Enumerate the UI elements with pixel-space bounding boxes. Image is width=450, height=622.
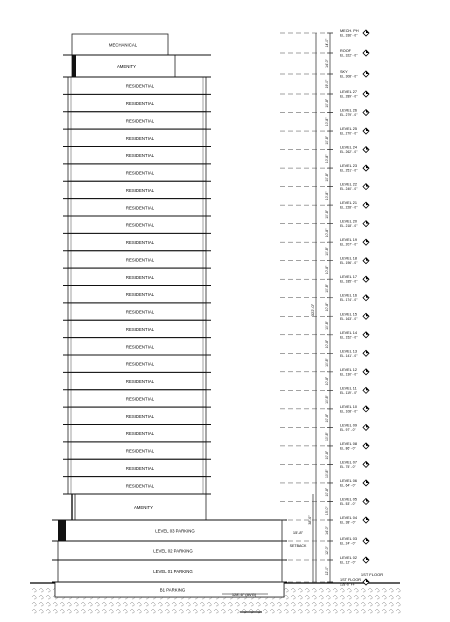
level-name: LEVEL 07 [340, 460, 357, 465]
level-marker-fill [366, 332, 369, 335]
ground-hatch-mark [74, 603, 78, 607]
ground-hatch-mark [312, 603, 316, 607]
level-elevation: EL. 289' - 0" [340, 94, 358, 99]
ground-hatch-mark [361, 610, 365, 614]
ground-hatch-mark [361, 603, 365, 607]
ground-hatch-mark [32, 596, 36, 600]
floor-label: RESIDENTIAL [125, 101, 155, 107]
story-dimension: 10'-8" [325, 210, 329, 219]
ground-hatch-mark [368, 596, 372, 600]
ground-hatch-mark [102, 603, 106, 607]
level-name: LEVEL 16 [340, 293, 357, 298]
ground-hatch-mark [151, 610, 155, 614]
level-elevation: EL. 64' - 0" [340, 483, 356, 488]
ground-hatch-mark [305, 589, 309, 593]
ground-hatch-mark [368, 610, 372, 614]
ground-hatch-mark [270, 603, 274, 607]
level-elevation: EL. 228' - 0" [340, 205, 358, 210]
story-dimension: 10'-8" [325, 98, 329, 108]
ground-hatch-mark [193, 610, 197, 614]
ground-hatch-mark [53, 610, 57, 614]
ground-hatch-mark [32, 603, 36, 607]
building-floors [55, 34, 284, 597]
ground-hatch-mark [396, 589, 400, 593]
ground-hatch-mark [172, 610, 176, 614]
level-name: LEVEL 25 [340, 127, 357, 132]
level-elevation: EL. 262' - 0" [340, 150, 358, 155]
ground-hatch-mark [396, 603, 400, 607]
level-elevation: EL. 141' - 0" [340, 353, 358, 358]
ground-hatch-mark [172, 603, 176, 607]
ground-hatch-mark [305, 603, 309, 607]
story-dimension: 10'-8" [325, 228, 329, 238]
ground-hatch-mark [46, 596, 50, 600]
ground-hatch-mark [207, 603, 211, 607]
ground-hatch-mark [235, 603, 239, 607]
ground-hatch-mark [263, 610, 267, 614]
ground-hatch-mark [60, 610, 64, 614]
level-name: MECH. PH [340, 29, 359, 33]
level-elevation: EL. 163' - 0" [340, 316, 358, 321]
floor-label: LEVEL 01 PARKING [153, 569, 193, 574]
floor-label: RESIDENTIAL [125, 187, 155, 193]
ground-hatch-mark [340, 596, 344, 600]
story-dimension: 12'-0" [325, 546, 329, 555]
ground-hatch-mark [179, 610, 183, 614]
level-elevation: EL. 240' - 0" [340, 187, 358, 192]
ground-hatch-mark [361, 589, 365, 593]
floor-label: RESIDENTIAL [125, 135, 155, 141]
ground-hatch-mark [67, 603, 71, 607]
ground-hatch-mark [214, 610, 218, 614]
level-elevation: EL. 218' - 0" [340, 224, 358, 229]
level-elevation: EL. 322' - 0" [340, 53, 358, 58]
floor-label: RESIDENTIAL [125, 379, 155, 385]
ground-hatch-mark [81, 603, 85, 607]
ground-hatch-mark [284, 589, 288, 593]
ground-hatch-mark [46, 603, 50, 607]
podium-height-dim: 38'-0" [308, 515, 312, 525]
ground-hatch-mark [179, 603, 183, 607]
ground-hatch-mark [53, 603, 57, 607]
ground-hatch-mark [298, 589, 302, 593]
ground-hatch-mark [158, 610, 162, 614]
ground-hatch-mark [291, 603, 295, 607]
ground-hatch-mark [39, 596, 43, 600]
story-dimension: 10'-8" [325, 358, 329, 367]
ground-hatch-mark [256, 603, 260, 607]
ground-hatch-mark [382, 610, 386, 614]
ground-hatch-mark [319, 610, 323, 614]
level-name: LEVEL 19 [340, 238, 357, 243]
floor-label: RESIDENTIAL [125, 483, 155, 489]
ground-hatch-mark [81, 610, 85, 614]
ground-hatch-mark [291, 596, 295, 600]
level-marker-fill [366, 480, 369, 483]
ground-hatch-mark [284, 610, 288, 614]
level-elevation: EL. 308' - 0" [340, 74, 358, 79]
ground-hatch-mark [319, 603, 323, 607]
story-dimension: 10'-8" [325, 339, 329, 349]
ground-hatch-mark [326, 610, 330, 614]
level-name: LEVEL 11 [340, 386, 357, 391]
ground-hatch-mark [340, 589, 344, 593]
ground-hatch-mark [39, 589, 43, 593]
level-name: LEVEL 22 [340, 182, 357, 187]
story-dimension: 10'-8" [325, 376, 329, 386]
story-dimension: 10'-8" [325, 191, 329, 201]
ground-hatch-mark [354, 603, 358, 607]
level-marker-fill [366, 276, 369, 279]
level-name: LEVEL 03 [340, 537, 357, 541]
ground-hatch-mark [123, 610, 127, 614]
ground-hatch-mark [165, 603, 169, 607]
ground-hatch-mark [270, 610, 274, 614]
floor-label: MECHANICAL [108, 42, 138, 48]
ground-hatch-mark [95, 603, 99, 607]
dimension-strings [308, 33, 333, 582]
floor-label: RESIDENTIAL [125, 222, 155, 228]
ground-hatch-mark [263, 603, 267, 607]
ground-hatch-mark [137, 610, 141, 614]
ground-hatch-mark [396, 596, 400, 600]
ground-hatch-mark [102, 610, 106, 614]
ground-hatch-mark [375, 610, 379, 614]
level-marker-fill [366, 443, 369, 446]
level-marker-fill [366, 424, 369, 427]
core-fill [72, 55, 76, 77]
ground-hatch-mark [144, 610, 148, 614]
ground-hatch-mark [116, 610, 120, 614]
ground-hatch-mark [319, 589, 323, 593]
level-marker-fill [366, 387, 369, 390]
story-dimension: 10'-8" [325, 413, 329, 423]
ground-hatch-mark [130, 603, 134, 607]
ground-hatch-mark [382, 603, 386, 607]
story-dimension: 12'-0" [325, 566, 329, 576]
ground-hatch-mark [333, 610, 337, 614]
ground-hatch-mark [46, 610, 50, 614]
floor-label: LEVEL 02 PARKING [153, 548, 193, 554]
story-dimension: 10'-8" [325, 154, 329, 164]
level-elevation: EL. 130' - 0" [340, 372, 358, 377]
story-dimension: 10'-8" [325, 284, 329, 293]
story-dimension: 10'-8" [325, 321, 329, 330]
ground-hatch-mark [284, 596, 288, 600]
level-marker-fill [366, 295, 369, 298]
level-elevation: EL. 119' - 0" [340, 390, 358, 395]
ground-hatch-mark [347, 596, 351, 600]
ground-hatch-mark [284, 603, 288, 607]
story-dimension: 10'-8" [325, 173, 329, 182]
level-elevation: EL. 53' - 0" [340, 501, 356, 506]
floor-label: RESIDENTIAL [125, 344, 155, 350]
floor-label: RESIDENTIAL [125, 205, 155, 211]
floor-label: RESIDENTIAL [125, 274, 155, 280]
ground-hatch-mark [389, 610, 393, 614]
floor-label: RESIDENTIAL [125, 118, 155, 124]
floor-label: LEVEL 03 PARKING [155, 528, 195, 534]
ground-hatch-mark [207, 610, 211, 614]
ground-hatch-mark [228, 610, 232, 614]
level-elevation: EL. 75' - 0" [340, 464, 356, 469]
level-marker-fill [366, 517, 369, 520]
floor-label: RESIDENTIAL [125, 240, 155, 246]
ground-hatch-mark [326, 596, 330, 600]
ground-hatch-mark [144, 603, 148, 607]
floor-label: RESIDENTIAL [125, 170, 155, 176]
story-dimension: 10'-8" [325, 469, 329, 479]
ground-hatch-mark [39, 603, 43, 607]
level-name: LEVEL 09 [340, 423, 357, 428]
story-dimension: 14'-0" [325, 526, 329, 535]
level-elevation: 128'-6" FF [340, 582, 355, 587]
ground-hatch-mark [312, 596, 316, 600]
level-name: LEVEL 12 [340, 367, 357, 372]
floor-label: RESIDENTIAL [125, 309, 155, 315]
core-fill [58, 520, 66, 541]
floor-label: RESIDENTIAL [125, 83, 155, 89]
story-dimension: 10'-8" [325, 302, 329, 312]
ground-hatch-mark [158, 603, 162, 607]
level-name: LEVEL 04 [340, 516, 357, 520]
ground-hatch-mark [389, 589, 393, 593]
level-marker-fill [366, 350, 369, 353]
ground-hatch-mark [32, 610, 36, 614]
level-elevation: EL. 97' - 0" [340, 427, 356, 432]
floor-label: AMENITY [133, 505, 154, 510]
level-name: LEVEL 21 [340, 201, 357, 206]
level-elevation: EL. 270' - 0" [340, 131, 358, 136]
story-dimension: 10'-8" [325, 487, 329, 497]
ground-hatch-mark [389, 603, 393, 607]
ground-hatch-mark [298, 596, 302, 600]
story-dimension: 10'-8" [325, 135, 329, 145]
level-elevation: EL. 38' - 0" [340, 520, 356, 525]
floor-label: RESIDENTIAL [125, 257, 155, 263]
ground-hatch-mark [361, 596, 365, 600]
ground-hatch-mark [396, 610, 400, 614]
setback-note: SETBACK [289, 544, 307, 548]
story-dimension: 15'-0" [325, 506, 329, 516]
ground-hatch-mark [74, 610, 78, 614]
ground-hatch-mark [389, 596, 393, 600]
level-marker-fill [366, 538, 369, 541]
ground-hatch-mark [298, 603, 302, 607]
level-marker-fill [366, 369, 369, 372]
grade-elevation-note: 128'-6" (AVG) [231, 592, 257, 597]
level-name: LEVEL 06 [340, 478, 357, 483]
ground-hatch-mark [312, 589, 316, 593]
ground-hatch-mark [165, 610, 169, 614]
level-name: LEVEL 23 [340, 164, 357, 169]
floor-label: B1 PARKING [159, 587, 186, 593]
ground-hatch-mark [375, 596, 379, 600]
level-marker-fill [366, 406, 369, 409]
ground-hatch-mark [88, 603, 92, 607]
ground-hatch-mark [109, 610, 113, 614]
level-elevation: EL. 185' - 0" [340, 279, 358, 284]
ground-hatch-mark [277, 610, 281, 614]
level-name: LEVEL 18 [340, 256, 357, 261]
story-dimension: 19'-0" [325, 79, 329, 89]
ground-hatch-mark [186, 610, 190, 614]
level-name: LEVEL 20 [340, 219, 357, 224]
level-marker-fill [366, 461, 369, 464]
ground-hatch-mark [95, 610, 99, 614]
level-elevation: EL. 279' - 0" [340, 113, 358, 118]
overall-height-dim: 322'-0" [310, 303, 315, 317]
level-name: LEVEL 08 [340, 441, 357, 446]
level-name: SKY [340, 70, 348, 74]
story-dimension: 10'-8" [325, 450, 329, 460]
level-marker-fill [366, 557, 369, 560]
level-elevation: EL. 152' - 0" [340, 335, 358, 340]
ground-hatch-mark [375, 603, 379, 607]
ground-hatch-mark [375, 589, 379, 593]
ground-hatch-mark [368, 603, 372, 607]
level-marker-fill [366, 579, 369, 582]
ground-hatch-mark [249, 603, 253, 607]
ground-hatch-mark [368, 589, 372, 593]
ground-hatch-mark [214, 603, 218, 607]
ground-hatch-mark [200, 603, 204, 607]
ground-hatch-mark [319, 596, 323, 600]
ground-hatch-mark [340, 603, 344, 607]
ground-hatch-mark [88, 610, 92, 614]
floor-label: RESIDENTIAL [125, 292, 155, 298]
ground-hatch-mark [228, 603, 232, 607]
ground-hatch-mark [333, 603, 337, 607]
story-dimension: 10'-8" [325, 432, 329, 441]
ground-hatch-mark [326, 603, 330, 607]
story-dimension: 14'-0" [325, 38, 329, 48]
ground-hatch-mark [221, 610, 225, 614]
ground-hatch-mark [340, 610, 344, 614]
ground-hatch-mark [137, 603, 141, 607]
ground-hatch-mark [312, 610, 316, 614]
ground-hatch-mark [291, 589, 295, 593]
story-dimension: 10'-8" [325, 265, 329, 275]
story-dimension: 14'-0" [325, 59, 329, 68]
level-name: LEVEL 26 [340, 108, 357, 113]
floor-label: RESIDENTIAL [125, 153, 155, 159]
ground-hatch-mark [221, 603, 225, 607]
story-dimension: 10'-8" [325, 395, 329, 404]
floor-label: RESIDENTIAL [125, 361, 155, 367]
ground-hatch-mark [347, 610, 351, 614]
ground-hatch-mark [46, 589, 50, 593]
ground-hatch-mark [67, 610, 71, 614]
ground-hatch-mark [130, 610, 134, 614]
level-elevation: EL. 24' - 0" [340, 541, 356, 546]
floor-label: AMENITY [116, 64, 137, 69]
level-elevation: EL. 86' - 0" [340, 446, 356, 451]
level-name: 1ST FLOOR [340, 578, 362, 582]
floor-dim-note: 15'-8" [292, 530, 304, 535]
story-dimension: 10'-8" [325, 247, 329, 256]
ground-hatch-mark [242, 603, 246, 607]
level-elevation: EL. 336' - 0" [340, 33, 358, 38]
ground-hatch-mark [109, 603, 113, 607]
level-elevation: EL. 174' - 0" [340, 298, 358, 303]
floor-label: RESIDENTIAL [125, 326, 155, 332]
level-name: LEVEL 17 [340, 275, 357, 280]
ground-hatch-mark [347, 603, 351, 607]
ground-hatch-mark [354, 610, 358, 614]
level-name: ROOF [340, 49, 351, 53]
level-marker-fill [366, 313, 369, 316]
story-dimension: 10'-8" [325, 117, 329, 127]
ground-hatch-mark [277, 603, 281, 607]
ground-hatch-mark [333, 596, 337, 600]
floor-label: RESIDENTIAL [125, 413, 155, 419]
level-name: LEVEL 05 [340, 497, 357, 502]
ground-hatch-mark [60, 603, 64, 607]
level-name: LEVEL 13 [340, 349, 357, 354]
level-name: LEVEL 02 [340, 556, 357, 560]
level-elevation: EL. 196' - 0" [340, 261, 358, 266]
ground-hatch-mark [305, 596, 309, 600]
ground-hatch-mark [235, 610, 239, 614]
level-elevation: EL. 207' - 0" [340, 242, 358, 247]
ground-hatch-mark [354, 596, 358, 600]
ground-hatch-mark [200, 610, 204, 614]
level-name: LEVEL 27 [340, 90, 357, 94]
ground-hatch-mark [298, 610, 302, 614]
ground-hatch-mark [382, 589, 386, 593]
ground-hatch-mark [151, 603, 155, 607]
ground-hatch-mark [116, 603, 120, 607]
floor-label: RESIDENTIAL [125, 465, 155, 471]
ground-hatch-mark [32, 589, 36, 593]
floor-label: RESIDENTIAL [125, 431, 155, 437]
floor-label: RESIDENTIAL [125, 396, 155, 402]
ground-hatch-mark [326, 589, 330, 593]
level-name: LEVEL 10 [340, 404, 357, 409]
ground-hatch-mark [193, 603, 197, 607]
ground-hatch-mark [333, 589, 337, 593]
ground-hatch-mark [305, 610, 309, 614]
ground-hatch-mark [382, 596, 386, 600]
level-name: LEVEL 14 [340, 330, 357, 335]
ground-hatch-mark [347, 589, 351, 593]
first-floor-note: 1ST FLOOR [360, 572, 384, 577]
level-marker-fill [366, 258, 369, 261]
ground-hatch-mark [186, 603, 190, 607]
ground-hatch-mark [291, 610, 295, 614]
level-name: LEVEL 24 [340, 145, 357, 150]
level-elevation: EL. 108' - 0" [340, 409, 358, 414]
floor-label: RESIDENTIAL [125, 448, 155, 454]
level-elevation: EL. 12' - 0" [340, 560, 356, 565]
ground-hatch-mark [123, 603, 127, 607]
level-name: LEVEL 15 [340, 312, 357, 317]
level-elevation: EL. 251' - 0" [340, 168, 358, 173]
ground-hatch-mark [39, 610, 43, 614]
level-marker-fill [366, 498, 369, 501]
ground-hatch-mark [354, 589, 358, 593]
